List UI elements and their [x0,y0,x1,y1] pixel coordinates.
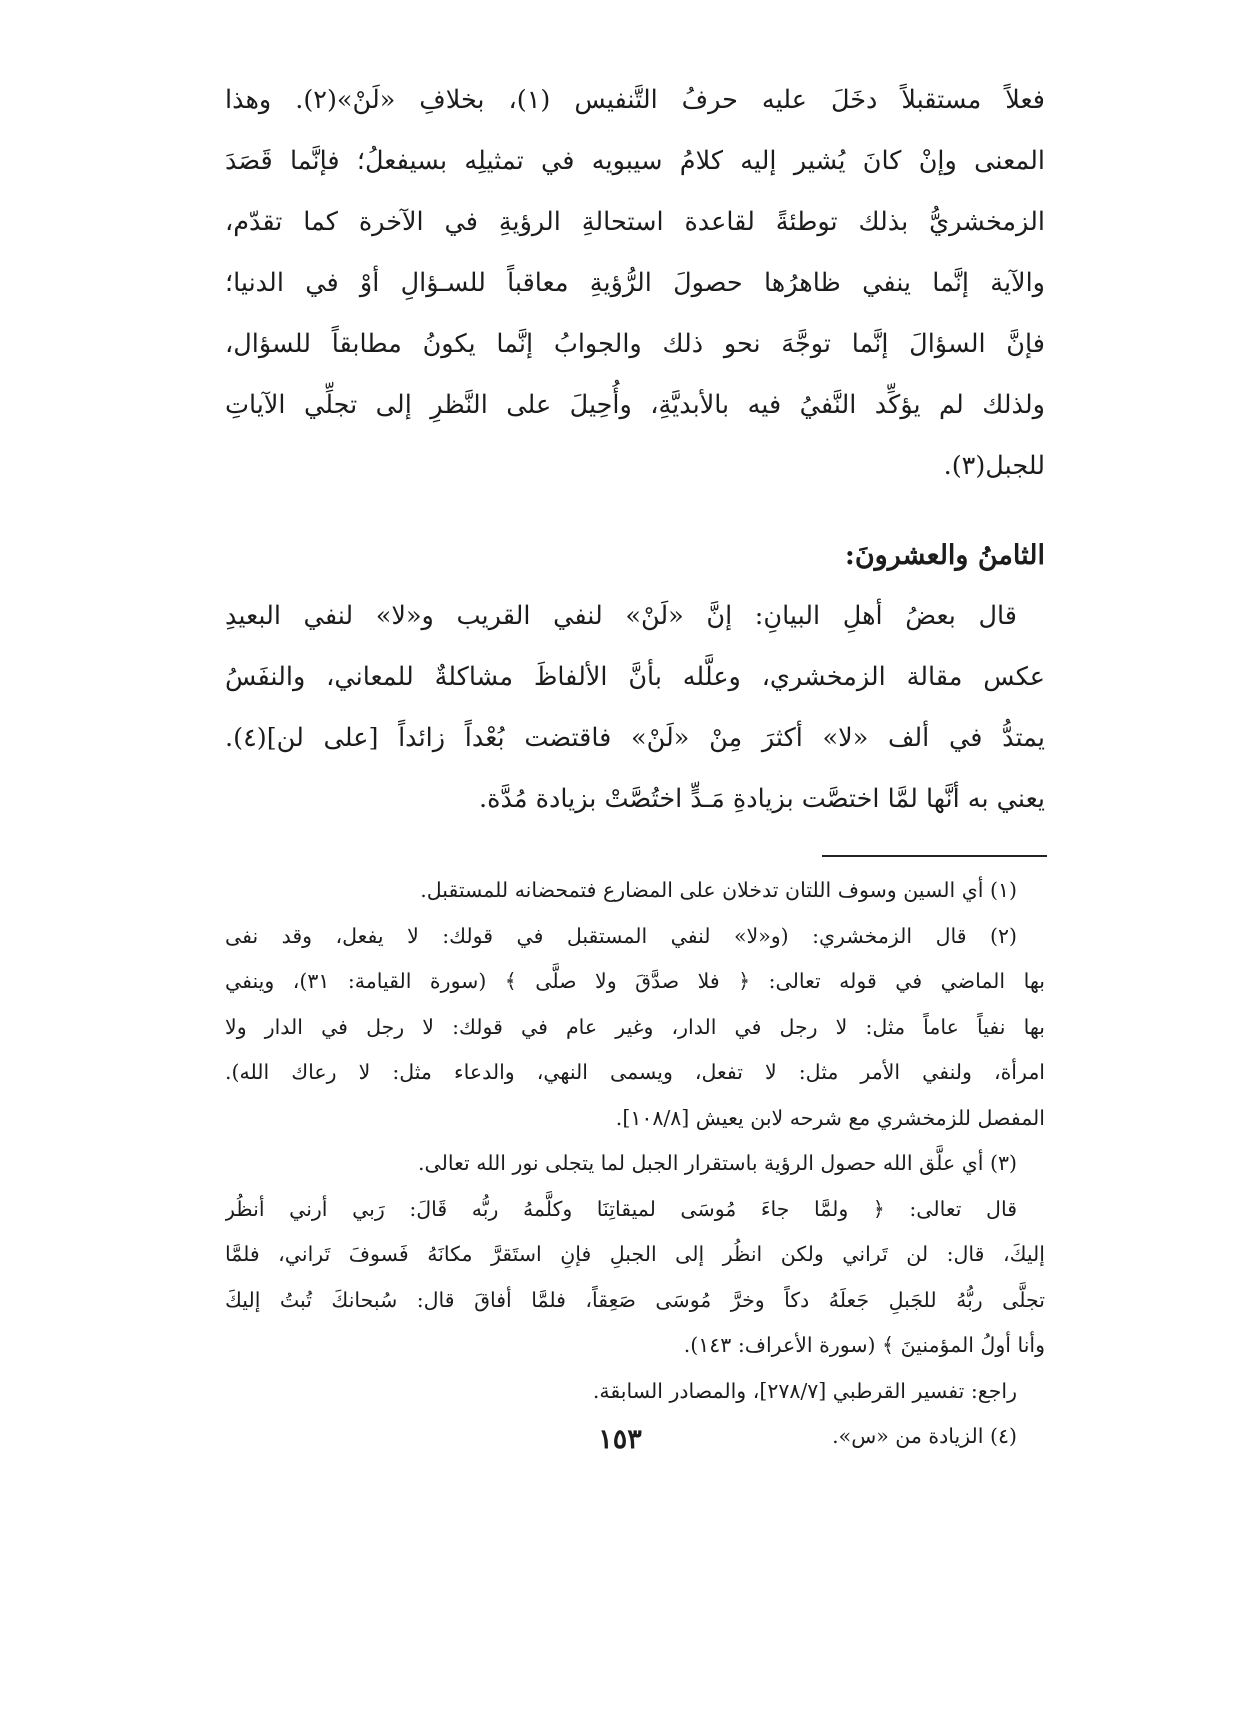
footnote-line: تجلَّى ربُّهُ للجَبلِ جَعلَهُ دكاً وخرَّ مُوسَى صَعِقاً، فلمَّا أفاقَ قال: سُبحانكَ تُبتُ إليكَ [225,1287,1045,1312]
footnote-line: (٣) أي علَّق الله حصول الرؤية باستقرار الجبل لما يتجلى نور الله تعالى. [418,1151,1017,1175]
footnote-separator [822,855,1047,857]
footnote-line: إليكَ، قال: لن تَراني ولكن انظُر إلى الجبلِ فإنِ استَقرَّ مكانَهُ فَسوفَ تَراني، فلمَّا [225,1242,1045,1266]
footnote-line: المفصل للزمخشري مع شرحه لابن يعيش [١٠٨/٨]. [615,1105,1045,1130]
footnotes [225,868,1045,1460]
text-line: يمتدُّ في ألف «لا» أكثرَ مِنْ «لَنْ» فاقتضت بُعْداً زائداً [على لن](٤). [225,723,1045,753]
text-line: فعلاً مستقبلاً دخَلَ عليه حرفُ التَّنفيس (١)، بخلافِ «لَنْ»(٢). وهذا [225,85,1045,115]
main-text [225,70,1045,830]
footnote-line: بها الماضي في قوله تعالى: ﴿ فلا صدَّقَ ولا صلَّى ﴾ (سورة القيامة: ٣١)، وينفي [225,969,1045,993]
footnote-line: وأنا أولُ المؤمنينَ ﴾ (سورة الأعراف: ١٤٣). [683,1333,1045,1357]
page-number: ١٥٣ [598,1424,642,1455]
text-line: المعنى وإنْ كانَ يُشير إليه كلامُ سيبويه في تمثيلِه بسيفعلُ؛ فإنَّما قَصَدَ [225,146,1045,176]
footnote-line: راجع: تفسير القرطبي [٢٧٨/٧]، والمصادر السابقة. [592,1378,1017,1403]
footnote-line: (٤) الزيادة من «س». [832,1424,1017,1448]
section-heading: الثامنُ والعشرونَ: [844,540,1045,571]
text-line: فإنَّ السؤالَ إنَّما توجَّهَ نحو ذلك والجوابُ إنَّما يكونُ مطابقاً للسؤال، [225,329,1045,359]
text-line: قال بعضُ أهلِ البيانِ: إنَّ «لَنْ» لنفي القريب و«لا» لنفي البعيدِ [225,601,1017,631]
text-line: يعني به أنَّها لمَّا اختصَّت بزيادةِ مَـدٍّ اختُصَّتْ بزيادة مُدَّة. [479,784,1045,814]
footnote-line: امرأة، ولنفي الأمر مثل: لا تفعل، ويسمى النهي، والدعاء مثل: لا رعاك الله). [225,1060,1045,1084]
text-line: عكس مقالة الزمخشري، وعلَّله بأنَّ الألفاظَ مشاكلةٌ للمعاني، والنفَسُ [225,662,1045,692]
footnote-line: بها نفياً عاماً مثل: لا رجل في الدار، وغير عام في قولك: لا رجل في الدار ولا [225,1014,1045,1039]
footnote-line: (٢) قال الزمخشري: (و«لا» لنفي المستقبل في قولك: لا يفعل، وقد نفى [225,923,1017,948]
footnote-line: قال تعالى: ﴿ ولمَّا جاءَ مُوسَى لميقاتِنَا وكلَّمهُ ربُّه قَالَ: رَبي أرني أنظُر [225,1196,1017,1221]
text-line: الزمخشريُّ بذلك توطئةً لقاعدة استحالةِ الرؤيةِ في الآخرة كما تقدّم، [225,207,1045,237]
text-line: ولذلك لم يؤكِّد النَّفيُ فيه بالأبديَّةِ، وأُحِيلَ على النَّظرِ إلى تجلِّي الآياتِ [225,390,1045,420]
footnote-line: (١) أي السين وسوف اللتان تدخلان على المضارع فتمحضانه للمستقبل. [420,878,1017,902]
text-line: للجبل(٣). [943,451,1045,481]
text-line: والآية إنَّما ينفي ظاهرُها حصولَ الرُّؤيةِ معاقباً للسـؤالِ أوْ في الدنيا؛ [225,268,1045,298]
